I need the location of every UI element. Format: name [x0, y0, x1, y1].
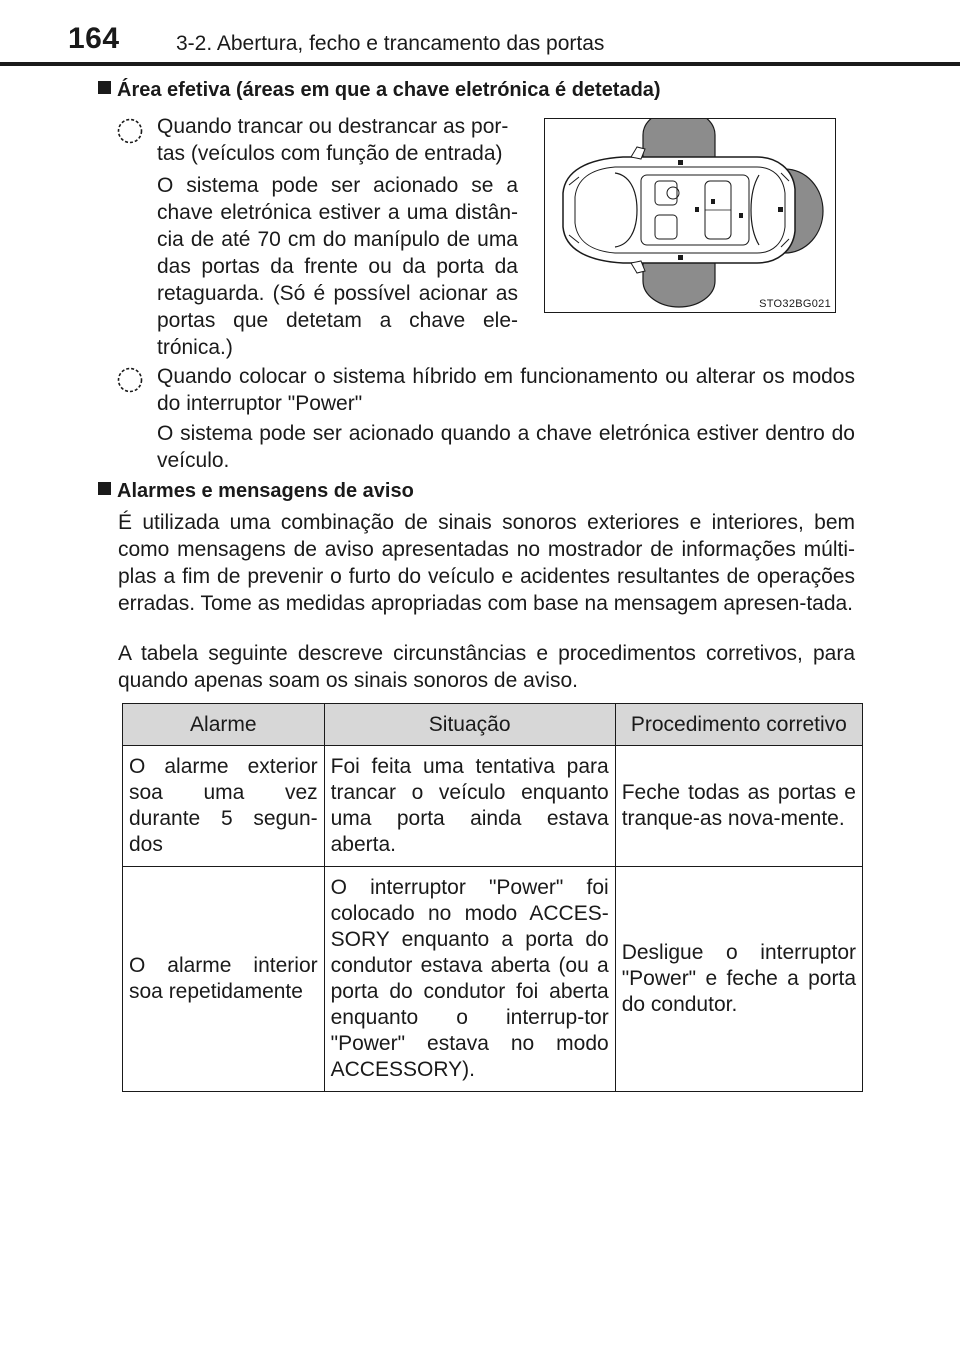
item2-title: Quando colocar o sistema híbrido em funcionamento ou alterar os modos do interruptor "Power" — [157, 365, 855, 415]
alarm-paragraph-2: A tabela seguinte descreve circunstâncias e procedimentos corretivos, para quando apenas soam os sinais sonoros de aviso. — [118, 642, 855, 692]
table-header-row — [123, 704, 863, 746]
table-row — [123, 746, 863, 867]
item1-body: O sistema pode ser acionado se a chave eletrónica estiver a uma distân-cia de até 70 cm do manípulo de uma das portas da frente ou da porta da retaguarda. (Só é possível acionar as portas que detetam a chave ele-trónica.) — [157, 174, 518, 359]
dotted-circle-icon — [117, 367, 143, 393]
seat-front-right — [655, 215, 677, 239]
page-header — [0, 0, 960, 62]
warning-table — [122, 703, 863, 1092]
front-door-zone-top — [643, 119, 715, 159]
area-heading-text: Área efetiva (áreas em que a chave eletrónica é detetada) — [117, 79, 661, 101]
alarm-cell: O alarme exterior soa uma vez durante 5 segun-dos — [123, 746, 325, 867]
square-bullet-icon — [98, 482, 111, 495]
seat-front-left — [655, 181, 677, 205]
alarm-heading — [98, 480, 414, 503]
antenna-marker — [739, 213, 743, 218]
page-number: 164 — [68, 22, 120, 55]
column-header-procedure: Procedimento corretivo — [615, 704, 862, 746]
section-title: 3-2. Abertura, fecho e trancamento das portas — [176, 32, 605, 55]
alarm-paragraph-1: É utilizada uma combinação de sinais sonoros exteriores e interiores, bem como mensagens de aviso apresentadas no mostrador de informações múlti-plas a fim de prevenir o furto do veículo e acidentes resultantes de operações erradas. Tome as medidas apropriadas com base na mensagem apresen-tada. — [118, 511, 855, 615]
header-rule — [0, 62, 960, 66]
figure-code: STO32BG021 — [759, 298, 831, 310]
front-door-zone-bottom — [643, 257, 715, 307]
situation-cell: Foi feita uma tentativa para trancar o veículo enquanto uma porta ainda estava aberta. — [324, 746, 615, 867]
car-top-view-illustration — [545, 119, 834, 311]
antenna-marker — [678, 160, 683, 165]
dotted-circle-icon — [117, 118, 143, 144]
item1-title: Quando trancar ou destrancar as por- tas (veículos com função de entrada) — [157, 115, 509, 165]
square-bullet-icon — [98, 81, 111, 94]
car-body — [563, 157, 795, 263]
alarm-cell: O alarme interior soa repetidamente — [123, 867, 325, 1092]
situation-cell: O interruptor "Power" foi colocado no modo ACCES-SORY enquanto a porta do condutor estava aberta (ou a porta do condutor foi aberta enquanto o interrup-tor "Power" estava no modo ACCESSORY). — [324, 867, 615, 1092]
antenna-marker — [678, 255, 683, 260]
procedure-cell: Feche todas as portas e tranque-as nova-mente. — [615, 746, 862, 867]
procedure-cell: Desligue o interruptor "Power" e feche a porta do condutor. — [615, 867, 862, 1092]
column-header-alarm: Alarme — [123, 704, 325, 746]
antenna-marker — [778, 207, 783, 212]
antenna-marker — [711, 199, 715, 204]
detection-area-figure — [544, 118, 836, 313]
item2-body: O sistema pode ser acionado quando a chave eletrónica estiver dentro do veículo. — [157, 422, 855, 472]
antenna-marker — [695, 207, 699, 212]
column-header-situation: Situação — [324, 704, 615, 746]
table-row — [123, 867, 863, 1092]
alarm-heading-text: Alarmes e mensagens de aviso — [117, 480, 414, 502]
area-heading — [98, 79, 661, 102]
